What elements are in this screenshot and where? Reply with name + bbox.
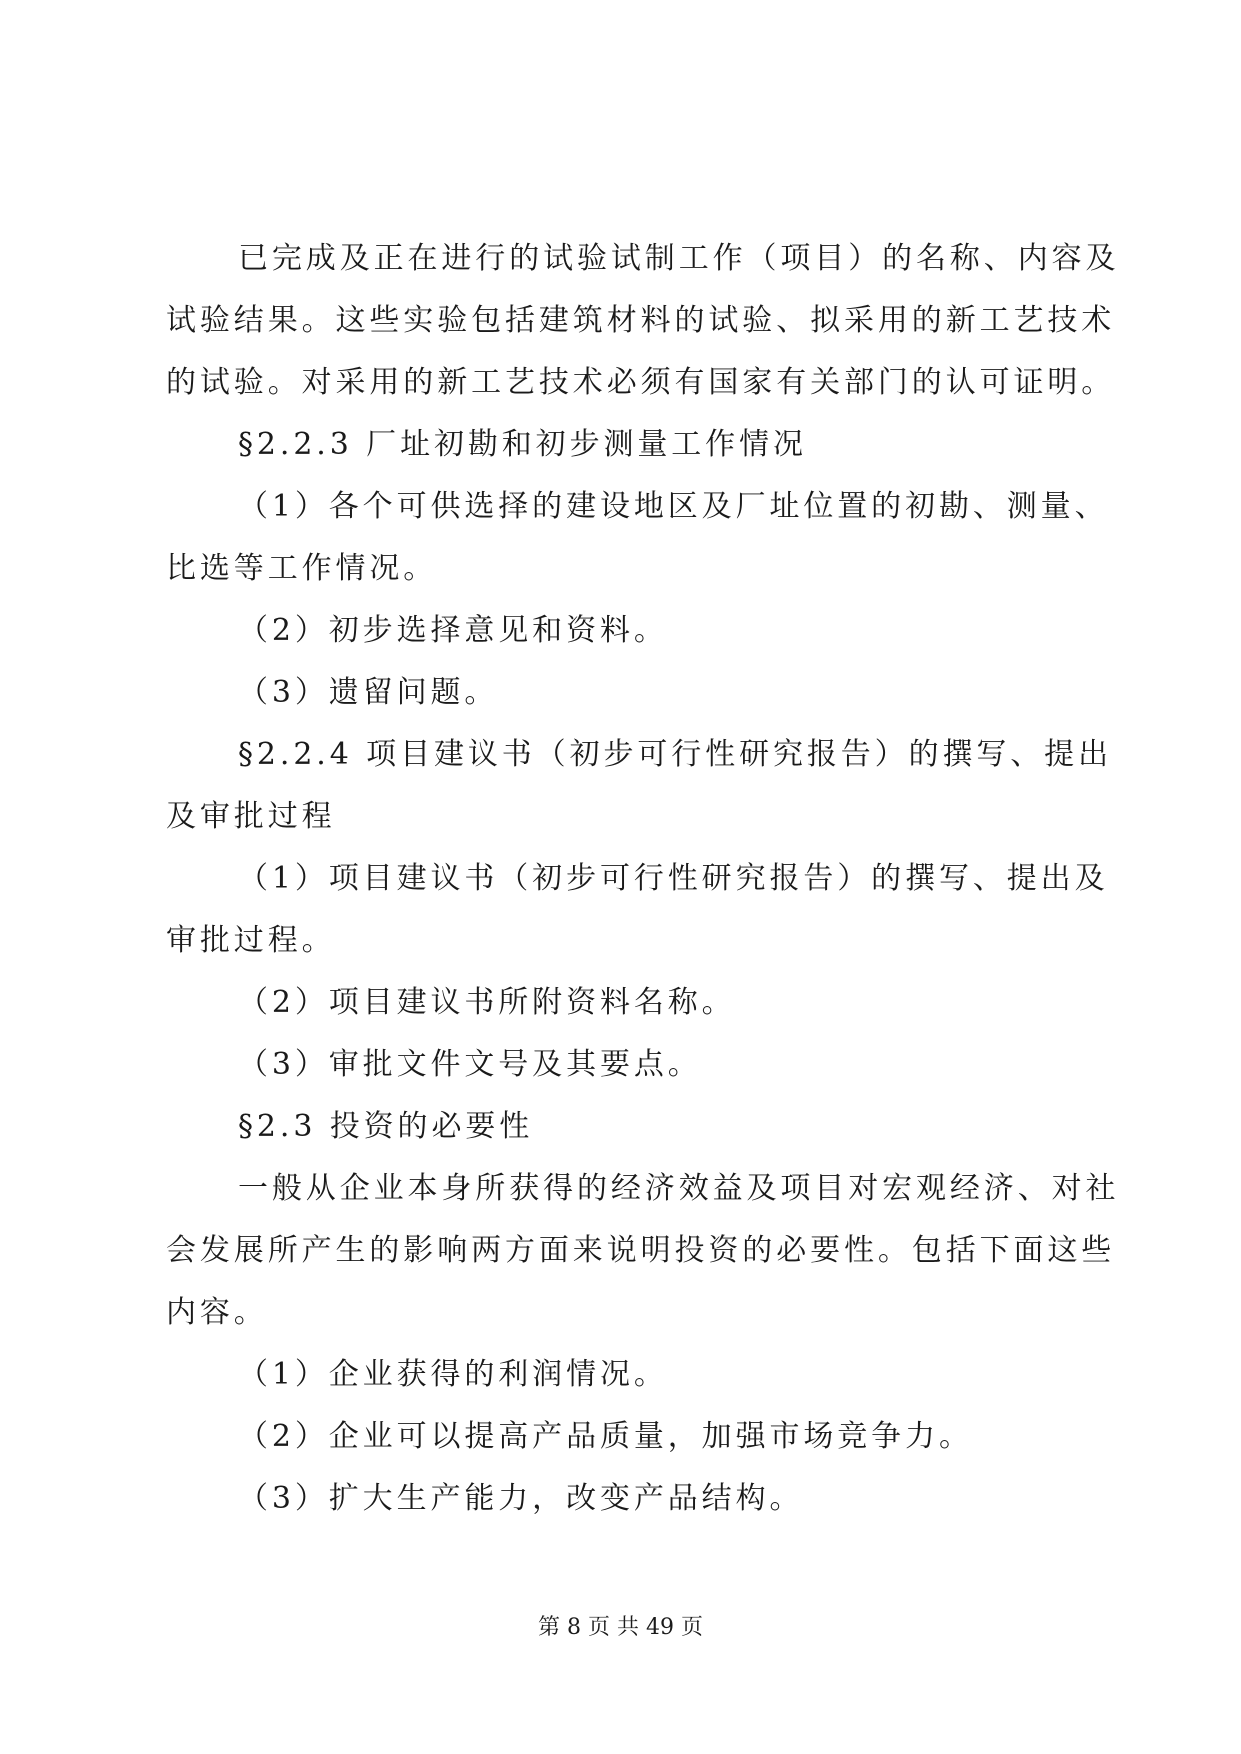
list-item: （2）项目建议书所附资料名称。 bbox=[238, 985, 736, 1020]
section-heading: §2.2.3 厂址初勘和初步测量工作情况 bbox=[238, 427, 807, 462]
list-item: （3）扩大生产能力，改变产品结构。 bbox=[238, 1481, 804, 1516]
paragraph-line: 试验结果。这些实验包括建筑材料的试验、拟采用的新工艺技术 bbox=[166, 303, 1116, 338]
paragraph-line: 会发展所产生的影响两方面来说明投资的必要性。包括下面这些 bbox=[166, 1233, 1116, 1268]
page-footer: 第 8 页 共 49 页 bbox=[538, 1615, 703, 1640]
list-item: （3）审批文件文号及其要点。 bbox=[238, 1047, 702, 1082]
list-item-continuation: 比选等工作情况。 bbox=[166, 551, 438, 586]
list-item: （1）各个可供选择的建设地区及厂址位置的初勘、测量、 bbox=[238, 489, 1109, 524]
paragraph-line: 内容。 bbox=[166, 1295, 268, 1330]
section-heading: §2.2.4 项目建议书（初步可行性研究报告）的撰写、提出 bbox=[238, 737, 1112, 772]
list-item: （3）遗留问题。 bbox=[238, 675, 499, 710]
paragraph-line: 一般从企业本身所获得的经济效益及项目对宏观经济、对社 bbox=[238, 1171, 1120, 1206]
list-item: （1）项目建议书（初步可行性研究报告）的撰写、提出及 bbox=[238, 861, 1109, 896]
list-item: （2）初步选择意见和资料。 bbox=[238, 613, 668, 648]
list-item-continuation: 审批过程。 bbox=[166, 923, 336, 958]
section-heading: §2.3 投资的必要性 bbox=[238, 1109, 534, 1144]
paragraph-line: 的试验。对采用的新工艺技术必须有国家有关部门的认可证明。 bbox=[166, 365, 1116, 400]
document-body bbox=[166, 228, 1120, 1530]
paragraph-line: 已完成及正在进行的试验试制工作（项目）的名称、内容及 bbox=[238, 241, 1120, 276]
section-heading-continuation: 及审批过程 bbox=[166, 799, 336, 834]
list-item: （2）企业可以提高产品质量，加强市场竞争力。 bbox=[238, 1419, 973, 1454]
list-item: （1）企业获得的利润情况。 bbox=[238, 1357, 668, 1392]
